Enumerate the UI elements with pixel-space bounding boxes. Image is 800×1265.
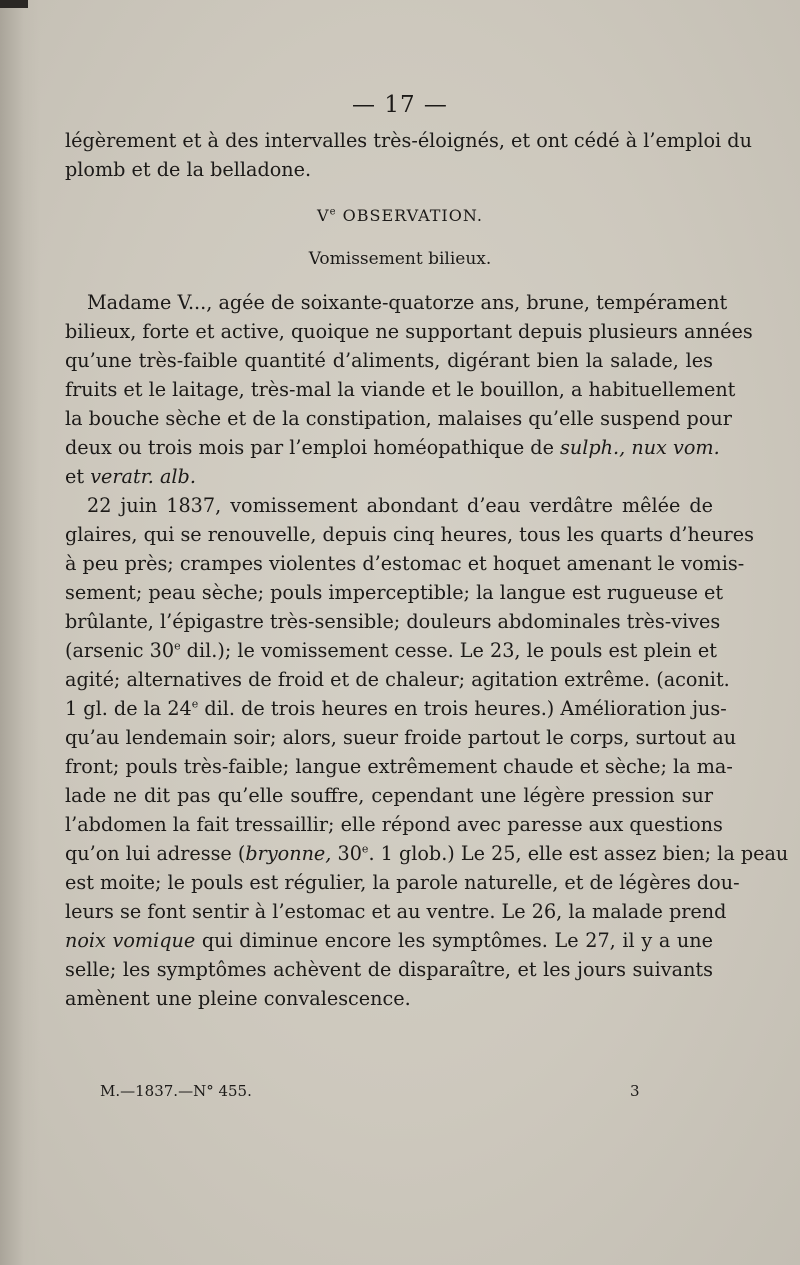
text-line: lade ne dit pas qu’elle souffre, cependant une légère pression sur (65, 784, 713, 807)
text-line: plomb et de la belladone. (65, 158, 312, 181)
text-line (65, 840, 789, 868)
observation-numeral-sup: e (329, 206, 337, 218)
text-line: glaires, qui se renouvelle, depuis cinq heures, tous les quarts d’heures (65, 523, 754, 546)
observation-title: OBSERVATION. (336, 206, 483, 225)
italic-term: veratr. alb. (90, 465, 196, 488)
text-line: la bouche sèche et de la constipation, malaises qu’elle suspend pour (65, 407, 732, 430)
text-line: qu’au lendemain soir; alors, sueur froide partout le corps, surtout au (65, 726, 737, 749)
text-segment: deux ou trois mois par l’emploi homéopathique de (65, 436, 554, 459)
text-line: front; pouls très-faible; langue extrêmement chaude et sèche; la ma- (65, 755, 733, 778)
text-segment: 30 (331, 842, 362, 865)
text-segment: et (65, 465, 85, 488)
text-line: 22 juin 1837, vomissement abondant d’eau verdâtre mêlée de (87, 494, 713, 517)
text-line: bilieux, forte et active, quoique ne supportant depuis plusieurs années (65, 320, 753, 343)
text-line: est moite; le pouls est régulier, la parole naturelle, et de légères dou- (65, 871, 740, 894)
text-line (65, 637, 717, 665)
text-line: agité; alternatives de froid et de chaleur; agitation extrême. (aconit. (65, 668, 730, 691)
text-line: leurs se font sentir à l’estomac et au ventre. Le 26, la malade prend (65, 900, 727, 923)
superscript: e (191, 697, 199, 711)
italic-term: nux vom. (631, 436, 720, 459)
text-line: sement; peau sèche; pouls imperceptible; la langue est rugueuse et (65, 581, 724, 604)
section-subtitle: Vomissement bilieux. (308, 249, 492, 269)
corner-mark (0, 0, 28, 8)
observation-heading (0, 206, 800, 225)
signature-number: 3 (630, 1082, 640, 1100)
text-line: à peu près; crampes violentes d’estomac et hoquet amenant le vomis- (65, 552, 745, 575)
signature-mark: M.—1837.—N° 455. (100, 1082, 252, 1100)
text-line: amènent une pleine convalescence. (65, 987, 411, 1010)
text-segment: dil. de trois heures en trois heures.) Amélioration jus- (198, 697, 727, 720)
text-line: qu’une très-faible quantité d’aliments, digérant bien la salade, les (65, 349, 713, 372)
text-line: selle; les symptômes achèvent de disparaître, et les jours suivants (65, 958, 713, 981)
text-segment: (arsenic 30 (65, 639, 175, 662)
text-segment: 1 gl. de la 24 (65, 697, 192, 720)
text-line: fruits et le laitage, très-mal la viande et le bouillon, a habituellement (65, 378, 736, 401)
superscript: e (361, 842, 369, 856)
italic-term: bryonne, (245, 842, 332, 865)
text-segment: . 1 glob.) Le 25, elle est assez bien; la peau (368, 842, 789, 865)
text-line: l’abdomen la fait tressaillir; elle répond avec paresse aux questions (65, 813, 723, 836)
text-line: légèrement et à des intervalles très-éloignés, et ont cédé à l’emploi du (65, 129, 752, 152)
text-line (65, 434, 720, 462)
text-line: brûlante, l’épigastre très-sensible; douleurs abdominales très-vives (65, 610, 721, 633)
text-segment: qu’on lui adresse ( (65, 842, 246, 865)
page-gutter-shadow (0, 0, 40, 1265)
text-line: Madame V..., agée de soixante-quatorze ans, brune, tempérament (87, 291, 728, 314)
text-line (65, 927, 713, 955)
text-line (65, 463, 196, 491)
observation-numeral: V (317, 206, 330, 225)
text-segment: qui diminue encore les symptômes. Le 27, il y a une (195, 929, 713, 952)
page-number: — 17 — (352, 92, 448, 118)
text-segment: dil.); le vomissement cesse. Le 23, le pouls est plein et (180, 639, 717, 662)
italic-term: sulph., (560, 436, 626, 459)
text-line (65, 695, 727, 723)
superscript: e (174, 639, 181, 653)
italic-term: noix vomique (65, 929, 196, 952)
